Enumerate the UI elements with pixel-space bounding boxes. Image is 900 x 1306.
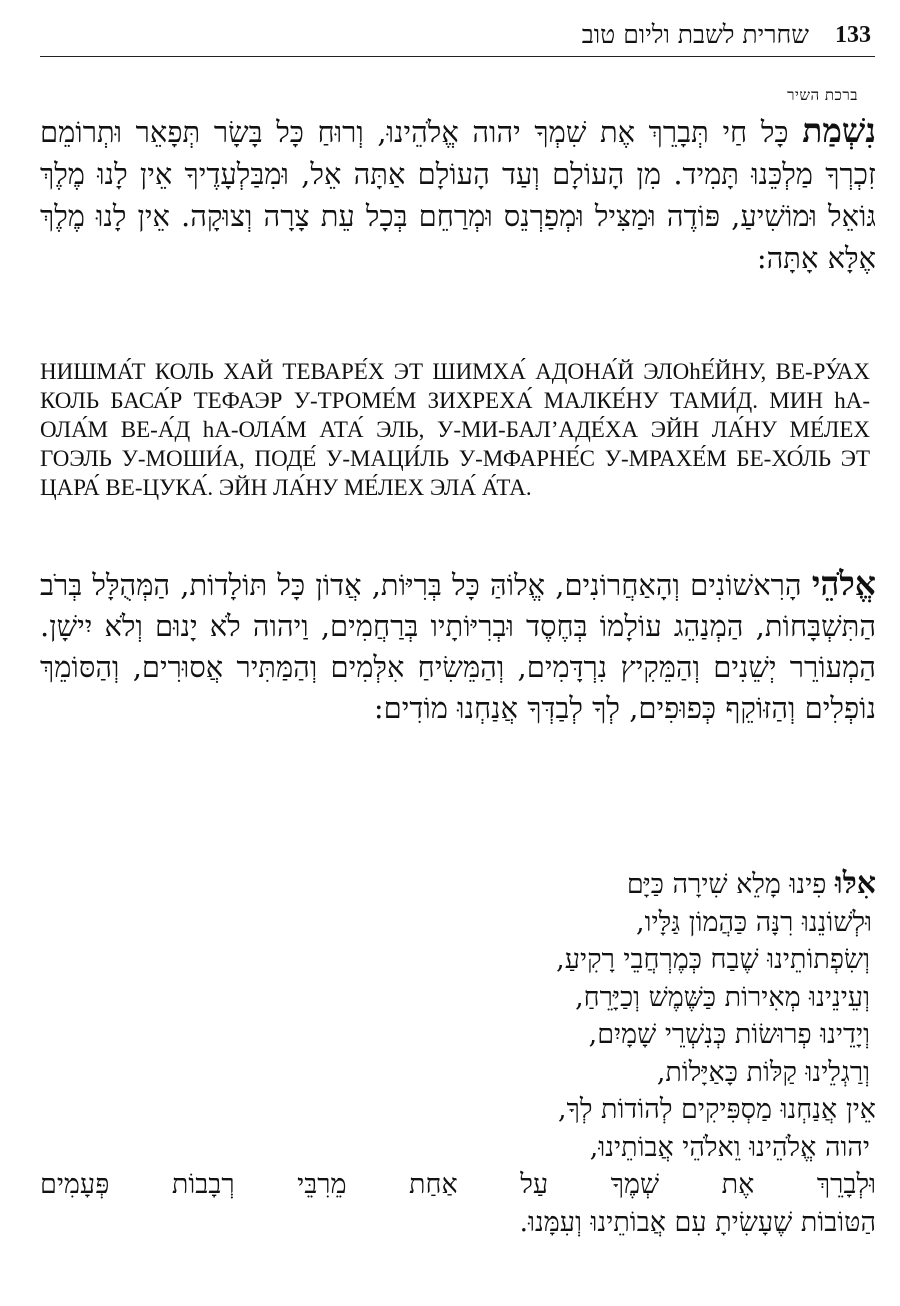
poem-line-text: פִינוּ מָלֵא שִׁירָה כַּיָּם	[626, 869, 836, 900]
poem-line: אֵין אֲנַחְנוּ מַסְפִּיקִים לְהוֹדוֹת לְךָ,	[557, 1094, 876, 1125]
hebrew-paragraph-nishmat-text: כָּל חַי תְּבָרֵךְ אֶת שִׁמְךָ יהוה אֱלֹהֵינוּ, וְרוּחַ כָּל בָּשָׂר תְּפָאֵר וּתְרוֹמֵם זִכְרְךָ מַלְכֵּנוּ תָּמִיד. מִן הָעוֹלָם וְעַד הָעוֹלָם אַתָּה אֵל, וּמִבַּלְעָדֶיךָ אֵין לָנוּ מֶלֶךְ גּוֹאֵל וּמוֹשִׁיעַ, פּוֹדֶה וּמַצִּיל וּמְפַרְנֵס וּמְרַחֵם בְּכָל עֵת צָרָה וְצוּקָה. אֵין לָנוּ מֶלֶךְ אֶלָּא אָתָּה:	[40, 115, 876, 275]
lead-word-elohei: אֱלֹהֵי	[811, 564, 876, 603]
hebrew-paragraph-nishmat	[40, 110, 876, 279]
hebrew-paragraph-elohei-text: הָרִאשׁוֹנִים וְהָאַחֲרוֹנִים, אֱלוֹהַּ כָּל בְּרִיּוֹת, אֲדוֹן כָּל תּוֹלָדוֹת, הַמְּהֻלָּל בְּרֹב הַתִּשְׁבָּחוֹת, הַמְנַהֵג עוֹלָמוֹ בְּחֶסֶד וּבְרִיּוֹתָיו בְּרַחֲמִים, וַיהוה לֹא יָנוּם וְלֹא יִישָׁן. הַמְעוֹרֵר יְשֵׁנִים וְהַמֵּקִיץ נִרְדָּמִים, וְהַמֵּשִׂיחַ אִלְּמִים וְהַמַּתִּיר אֲסוּרִים, וְהַסּוֹמֵךְ נוֹפְלִים וְהַזּוֹקֵף כְּפוּפִים, לְךָ לְבַדְּךָ אֲנַחְנוּ מוֹדִים:	[40, 568, 876, 725]
poem-line: וְיָדֵינוּ פְרוּשׂוֹת כְּנִשְׁרֵי שָׁמָיִם,	[588, 1019, 870, 1050]
poem-line: וְעֵינֵינוּ מְאִירוֹת כַּשֶּׁמֶשׁ וְכַיָּרֵחַ,	[575, 981, 870, 1013]
poem-line: יהוה אֱלֹהֵינוּ וֵאלֹהֵי אֲבוֹתֵינוּ,	[589, 1131, 870, 1163]
lead-word-ilu: אִלּוּ	[835, 866, 876, 901]
running-head	[40, 22, 875, 57]
poem-line: וּלְבָרֵךְ אֶת שְׁמֶךָ עַל אַחַת מֵרִבֵּי רְבָבוֹת פְּעָמִים	[40, 1169, 876, 1200]
lead-word-nishmat: נִשְׁמַת	[802, 111, 876, 150]
running-head-title: שחרית לשבת וליום טוב	[581, 20, 809, 49]
poem-line: וְרַגְלֵינוּ קַלּוֹת כָּאַיָּלוֹת,	[656, 1056, 870, 1088]
poem-line	[40, 865, 876, 904]
poem-line: וּלְשׁוֹנֵנוּ רִנָּה כַּהֲמוֹן גַּלָּיו,	[636, 906, 872, 938]
page-number: 133	[835, 22, 871, 48]
hebrew-paragraph-elohei	[40, 563, 876, 729]
poem-ilu-finu	[40, 865, 876, 1241]
poem-line: הַטּוֹבוֹת שֶׁעָשִׂיתָ עִם אֲבוֹתֵינוּ וְעִמָּנוּ.	[519, 1206, 876, 1238]
section-label: ברכת השיר	[787, 86, 858, 104]
russian-transliteration-paragraph: НИШМА́Т КОЛЬ ХАЙ ТЕВАРЕ́Х ЭТ ШИМХА́ АДОНА́Й ЭЛОhЕ́ЙНУ, ВЕ-РУ́АХ КОЛЬ БАСА́Р ТЕФАЭР У-ТРОМЕ́М ЗИХРЕХА́ МАЛКЕ́НУ ТАМИ́Д. МИН hА-ОЛА́М ВЕ-А́Д hА-ОЛА́М АТА́ ЭЛЬ, У-МИ-БАЛ’АДЕ́ХА ЭЙН ЛА́НУ МЕ́ЛЕХ ГОЭЛЬ У-МОШИ́А, ПОДЕ́ У-МАЦИ́ЛЬ У-МФАРНЕ́С У-МРАХЕ́М БЕ-ХО́ЛЬ ЭТ ЦАРА́ ВЕ-ЦУКА́. ЭЙН ЛА́НУ МЕ́ЛЕХ ЭЛА́ А́ТА.	[40, 359, 870, 500]
poem-line: וְשִׂפְתוֹתֵינוּ שֶׁבַח כְּמֶרְחֲבֵי רָקִיעַ,	[556, 944, 870, 975]
